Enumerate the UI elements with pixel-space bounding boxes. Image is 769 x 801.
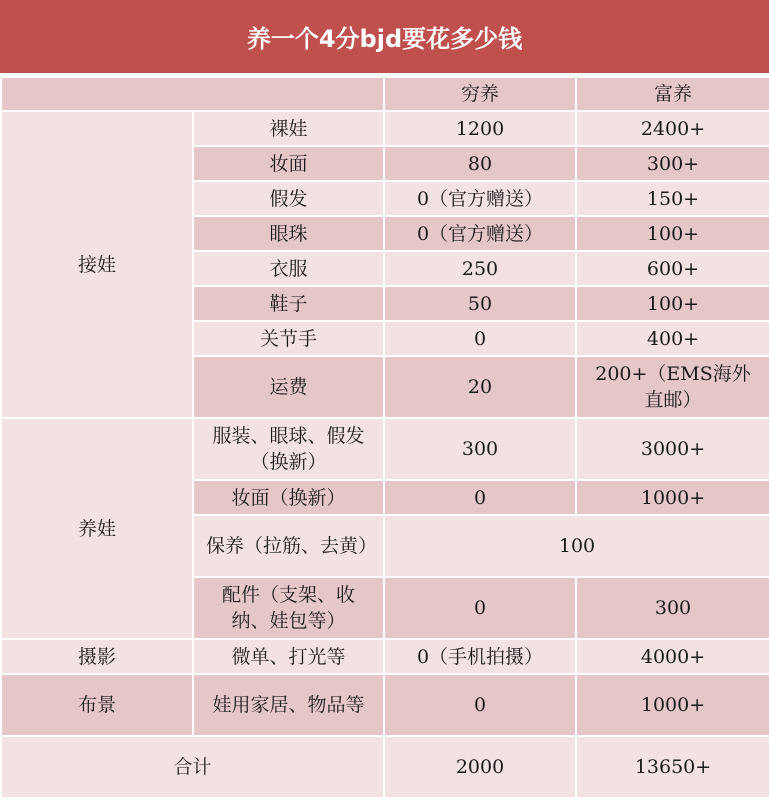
group-cell-sheying: 摄影 <box>1 639 193 674</box>
rich-cell: 300+ <box>576 146 769 181</box>
poor-cell: 0 <box>384 480 576 515</box>
rich-cell: 600+ <box>576 251 769 286</box>
poor-cell: 0（手机拍摄） <box>384 639 576 674</box>
table-row <box>1 639 769 674</box>
item-cell: 衣服 <box>193 251 384 286</box>
poor-cell: 0 <box>384 577 576 639</box>
item-cell: 关节手 <box>193 321 384 356</box>
rich-cell: 1000+ <box>576 480 769 515</box>
item-cell: 裸娃 <box>193 111 384 146</box>
group-cell-yangwa: 养娃 <box>1 418 193 639</box>
table-row <box>1 111 769 146</box>
rich-cell: 100+ <box>576 216 769 251</box>
group-cell-jiewa: 接娃 <box>1 111 193 418</box>
rich-cell: 1000+ <box>576 674 769 736</box>
cost-table <box>0 76 769 799</box>
header-poor: 穷养 <box>384 77 576 111</box>
rich-cell: 400+ <box>576 321 769 356</box>
group-cell-bujing: 布景 <box>1 674 193 736</box>
poor-cell: 0 <box>384 674 576 736</box>
item-cell: 保养（拉筋、去黄） <box>193 515 384 577</box>
item-cell: 运费 <box>193 356 384 418</box>
item-cell: 鞋子 <box>193 286 384 321</box>
header-row <box>1 77 769 111</box>
merged-cost-cell: 100 <box>384 515 769 577</box>
poor-cell: 50 <box>384 286 576 321</box>
poor-cell: 0（官方赠送） <box>384 216 576 251</box>
table-row <box>1 418 769 480</box>
poor-cell: 80 <box>384 146 576 181</box>
poor-cell: 1200 <box>384 111 576 146</box>
item-cell: 假发 <box>193 181 384 216</box>
rich-cell: 100+ <box>576 286 769 321</box>
total-row <box>1 736 769 798</box>
poor-cell: 250 <box>384 251 576 286</box>
rich-cell: 150+ <box>576 181 769 216</box>
table-row <box>1 674 769 736</box>
poor-cell: 0（官方赠送） <box>384 181 576 216</box>
header-blank-cell <box>1 77 384 111</box>
poor-cell: 20 <box>384 356 576 418</box>
item-cell: 服装、眼球、假发（换新） <box>193 418 384 480</box>
rich-cell: 2400+ <box>576 111 769 146</box>
rich-cell: 300 <box>576 577 769 639</box>
item-cell: 妆面（换新） <box>193 480 384 515</box>
rich-cell: 4000+ <box>576 639 769 674</box>
item-cell: 配件（支架、收纳、娃包等） <box>193 577 384 639</box>
item-cell: 娃用家居、物品等 <box>193 674 384 736</box>
poor-cell: 300 <box>384 418 576 480</box>
rich-cell: 200+（EMS海外直邮） <box>576 356 769 418</box>
poor-cell: 0 <box>384 321 576 356</box>
total-poor: 2000 <box>384 736 576 798</box>
total-rich: 13650+ <box>576 736 769 798</box>
item-cell: 眼珠 <box>193 216 384 251</box>
rich-cell: 3000+ <box>576 418 769 480</box>
item-cell: 妆面 <box>193 146 384 181</box>
table-title: 养一个4分bjd要花多少钱 <box>0 0 769 76</box>
total-label: 合计 <box>1 736 384 798</box>
header-rich: 富养 <box>576 77 769 111</box>
item-cell: 微单、打光等 <box>193 639 384 674</box>
